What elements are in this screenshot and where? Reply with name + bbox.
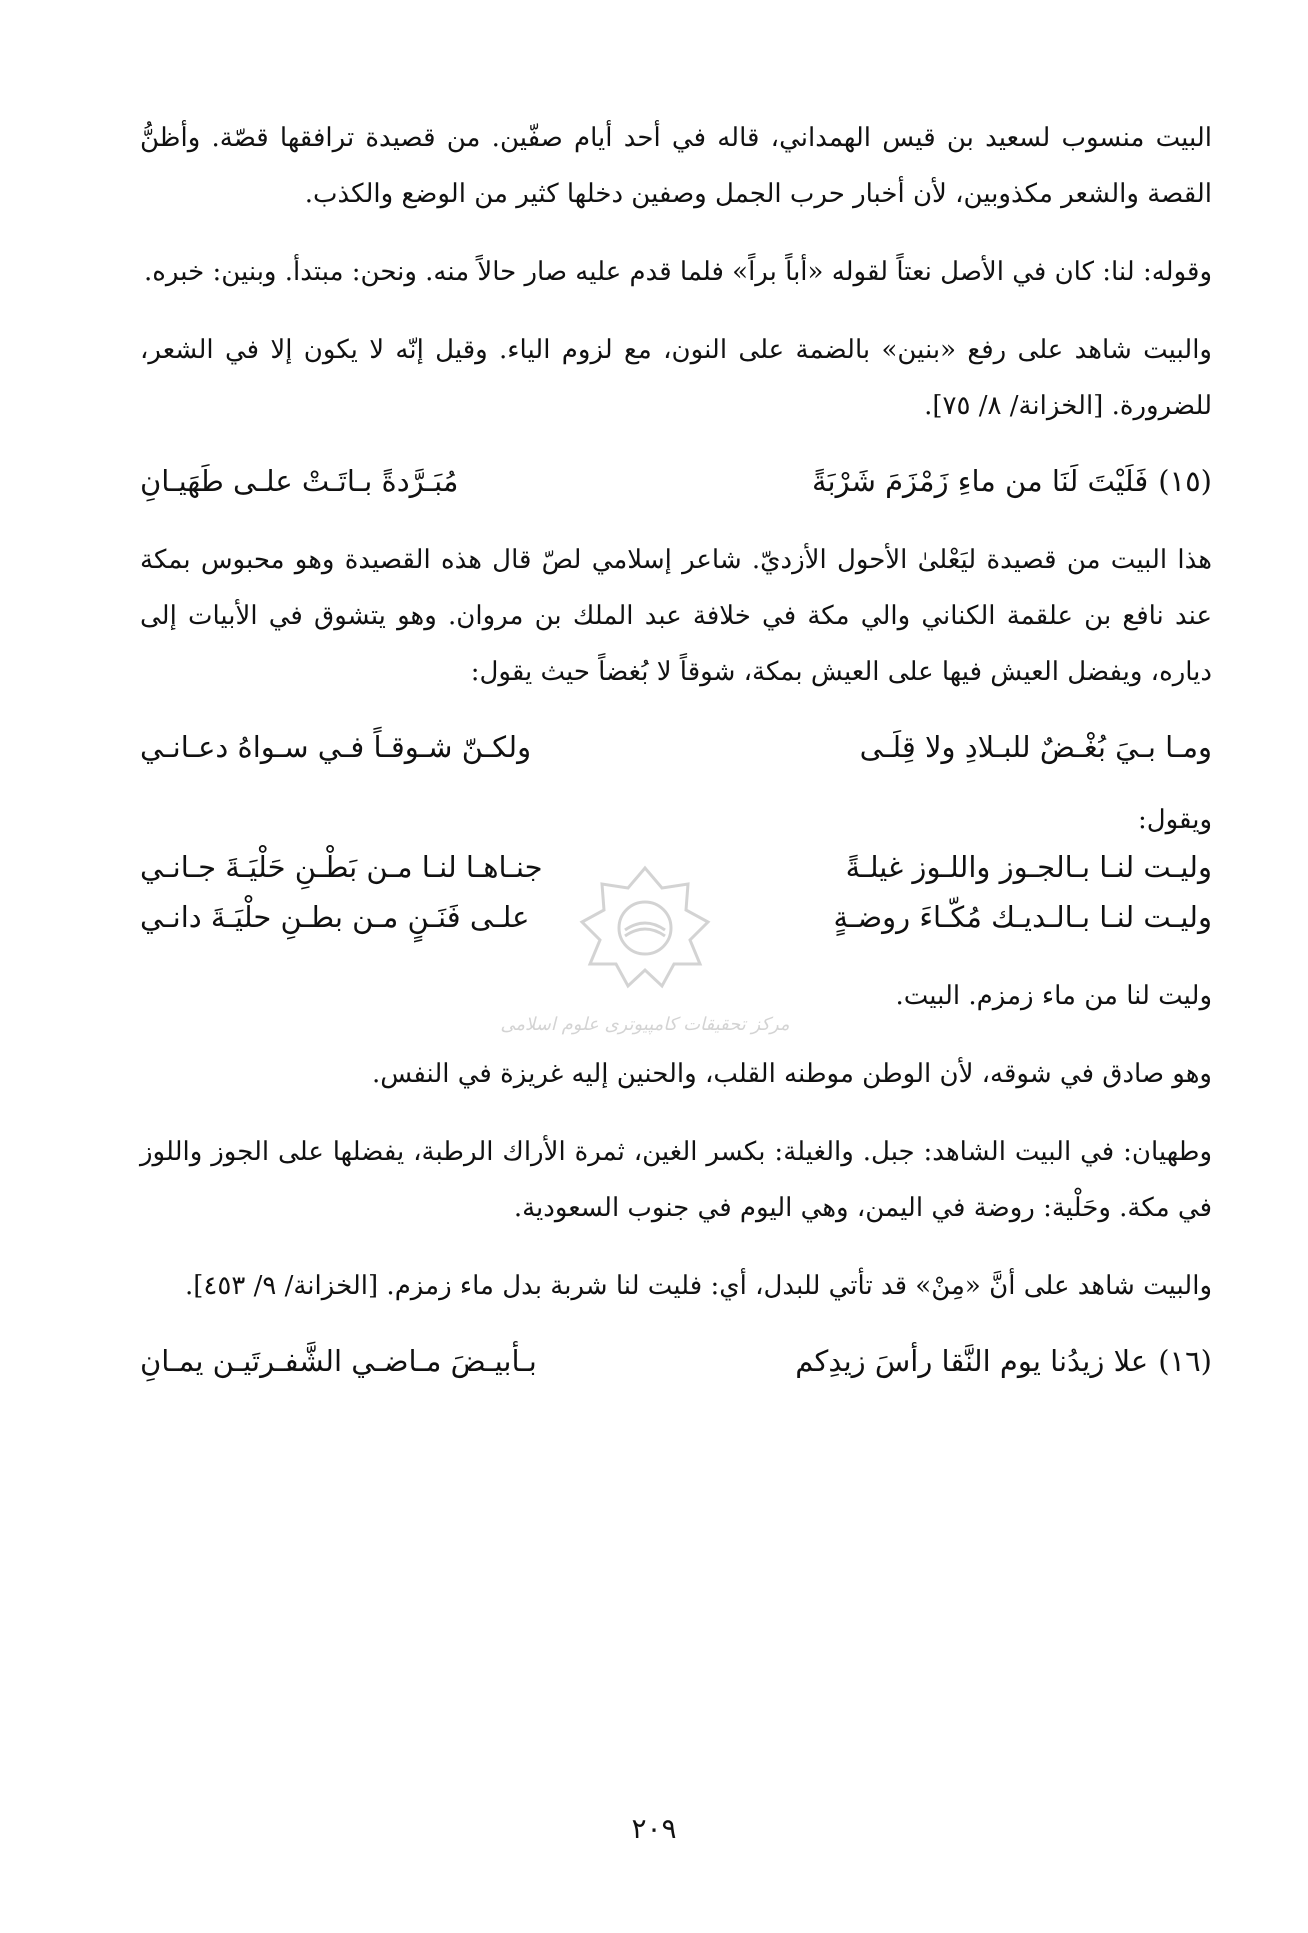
verse-first-hemistich: وليـت لنـا بـالجـوز واللـوز غيلـةً bbox=[845, 850, 1212, 884]
paragraph-verse-reference: وليت لنا من ماء زمزم. البيت. bbox=[895, 981, 1212, 1011]
paragraph-and-says: ويقول: bbox=[1137, 805, 1212, 835]
paragraph-poem-source: هذا البيت من قصيدة ليَعْلىٰ الأحول الأزديّ. شاعر إسلامي لصّ قال هذه القصيدة وهو محبوس بمكة عند نافع بن علقمة الكناني والي مكة في خلافة عبد الملك بن مروان. وهو يتشوق في الأبيات إلى دياره، ويفضل العيش فيها على العيش بمكة، شوقاً لا بُغضاً حيث يقول: bbox=[140, 545, 1212, 687]
verse-first-hemistich: ومـا بـيَ بُغْـضٌ للبـلادِ ولا قِلَـى bbox=[859, 730, 1212, 764]
paragraph-grammar-note: وقوله: لنا: كان في الأصل نعتاً لقوله «أباً براً» فلما قدم عليه صار حالاً منه. ونحن: مبتدأ. وبنين: خبره. bbox=[144, 257, 1212, 287]
verse-quoted-1 bbox=[140, 722, 1212, 772]
verse-first-hemistich: فَلَيْتَ لَنَا من ماءِ زَمْزَمَ شَرْبَةً bbox=[811, 464, 1149, 498]
verse-number: (١٦) bbox=[1158, 1344, 1212, 1378]
verse-first-hemistich: علا زيدُنا يوم النَّقا رأسَ زيدِكم bbox=[795, 1344, 1149, 1378]
paragraph-min-substitution: والبيت شاهد على أنَّ «مِنْ» قد تأتي للبدل، أي: فليت لنا شربة بدل ماء زمزم. [الخزانة/ ٩/ ٤٥٣]. bbox=[185, 1271, 1212, 1301]
watermark-seal bbox=[480, 860, 810, 1050]
verse-16 bbox=[140, 1336, 1212, 1386]
verse-first-hemistich: وليـت لنـا بـالـديـك مُكّـاءَ روضـةٍ bbox=[833, 900, 1212, 934]
verse-second-hemistich: مُبَـرَّدةً بـاتَـتْ علـى طَهَيـانِ bbox=[140, 464, 459, 498]
paragraph-longing-note: وهو صادق في شوقه، لأن الوطن موطنه القلب، والحنين إليه غريزة في النفس. bbox=[371, 1059, 1212, 1089]
verse-second-hemistich: جنـاهـا لنـا مـن بَطْـنِ حَلْيَـةَ جـانـي bbox=[140, 850, 543, 884]
paragraph-witness-note: والبيت شاهد على رفع «بنين» بالضمة على النون، مع لزوم الياء. وقيل إنّه لا يكون إلا في الشعر، للضرورة. [الخزانة/ ٨/ ٧٥]. bbox=[140, 335, 1212, 421]
paragraph-vocabulary-note: وطهيان: في البيت الشاهد: جبل. والغيلة: بكسر الغين، ثمرة الأراك الرطبة، يفضلها على الجوز واللوز في مكة. وحَلْية: روضة في اليمن، وهي اليوم في جنوب السعودية. bbox=[140, 1137, 1212, 1223]
verse-15 bbox=[140, 456, 1212, 506]
paragraph-attribution: البيت منسوب لسعيد بن قيس الهمداني، قاله في أحد أيام صفّين. من قصيدة ترافقها قصّة. وأظنُّ القصة والشعر مكذوبين، لأن أخبار حرب الجمل وصفين دخلها كثير من الوضع والكذب. bbox=[140, 123, 1212, 209]
verse-second-hemistich: ولكـنّ شـوقـاً فـي سـواهُ دعـانـي bbox=[140, 730, 532, 764]
verse-number: (١٥) bbox=[1158, 464, 1212, 498]
page-number: ٢٠٩ bbox=[631, 1812, 677, 1845]
verse-second-hemistich: بـأبيـضَ مـاضـي الشَّفـرتَيـن يمـانِ bbox=[140, 1344, 537, 1378]
verse-second-hemistich: علـى فَنَـنٍ مـن بطـنِ حلْيَـةَ دانـي bbox=[140, 900, 530, 934]
watermark-text: مرکز تحقیقات کامپیوتری علوم اسلامی bbox=[500, 1014, 790, 1035]
